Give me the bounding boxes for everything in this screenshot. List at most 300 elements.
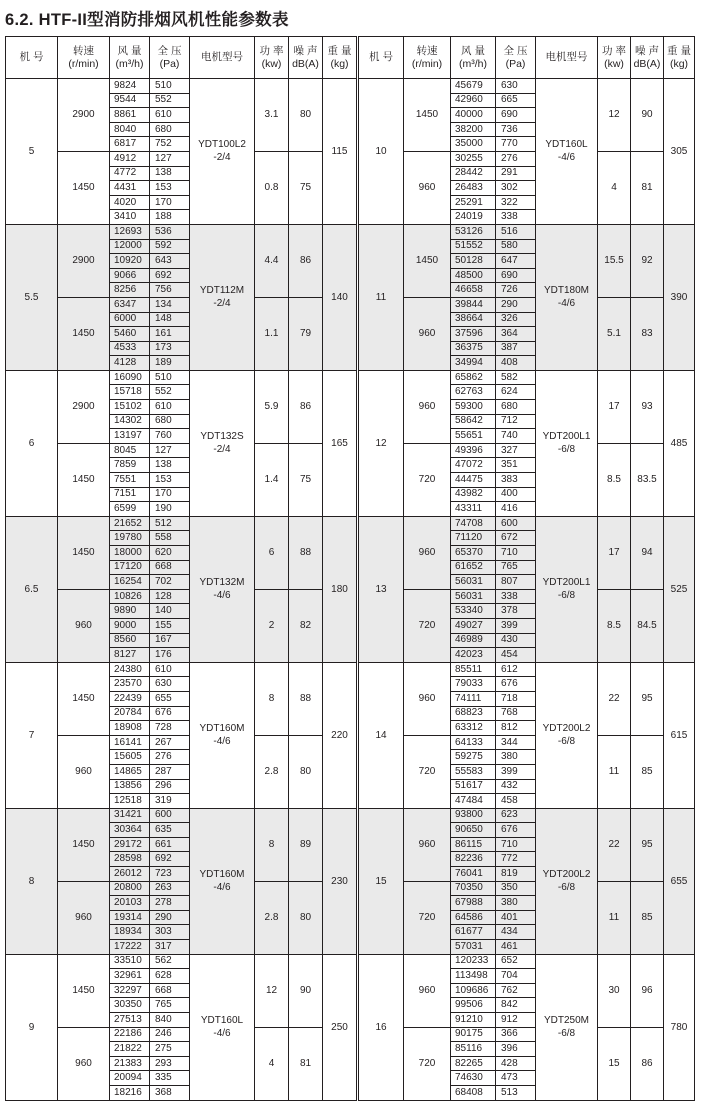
flow-cell: 4912 <box>110 151 150 166</box>
flow-cell: 21652 <box>110 516 150 531</box>
speed-cell: 1450 <box>58 297 110 370</box>
power-cell: 15 <box>598 1027 631 1100</box>
flow-cell: 48500 <box>451 268 496 283</box>
flow-cell: 20800 <box>110 881 150 896</box>
model-number-cell: 14 <box>359 662 404 808</box>
speed-cell: 1450 <box>58 954 110 1027</box>
noise-header: 噪 声 dB(A) <box>289 37 323 79</box>
pressure-cell: 661 <box>150 837 190 852</box>
power-cell: 17 <box>598 516 631 589</box>
speed-cell: 1450 <box>404 224 451 297</box>
power-cell: 22 <box>598 662 631 735</box>
power-cell: 1.4 <box>255 443 289 516</box>
noise-cell: 86 <box>289 370 323 443</box>
flow-cell: 64133 <box>451 735 496 750</box>
pressure-cell: 842 <box>496 998 536 1013</box>
pressure-cell: 278 <box>150 896 190 911</box>
flow-cell: 74630 <box>451 1071 496 1086</box>
table-row <box>359 443 695 458</box>
flow-cell: 9890 <box>110 604 150 619</box>
noise-cell: 85 <box>631 881 664 954</box>
pressure-cell: 510 <box>150 370 190 385</box>
pressure-cell: 428 <box>496 1056 536 1071</box>
flow-cell: 63312 <box>451 721 496 736</box>
model-number-cell: 15 <box>359 808 404 954</box>
pressure-cell: 680 <box>150 122 190 137</box>
flow-cell: 120233 <box>451 954 496 969</box>
flow-cell: 13197 <box>110 429 150 444</box>
pressure-cell: 338 <box>496 210 536 225</box>
motor-model-cell: YDT100L2 -2/4 <box>190 79 255 225</box>
pressure-cell: 756 <box>150 283 190 298</box>
flow-cell: 20103 <box>110 896 150 911</box>
noise-cell: 79 <box>289 297 323 370</box>
pressure-cell: 612 <box>496 662 536 677</box>
flow-cell: 12693 <box>110 224 150 239</box>
flow-cell: 53126 <box>451 224 496 239</box>
pressure-cell: 676 <box>496 823 536 838</box>
flow-cell: 85116 <box>451 1042 496 1057</box>
pressure-cell: 580 <box>496 239 536 254</box>
flow-cell: 59300 <box>451 400 496 415</box>
speed-cell: 960 <box>404 297 451 370</box>
flow-cell: 9000 <box>110 618 150 633</box>
flow-cell: 93800 <box>451 808 496 823</box>
power-cell: 4 <box>255 1027 289 1100</box>
speed-header: 转速 (r/min) <box>58 37 110 79</box>
noise-cell: 85 <box>631 735 664 808</box>
flow-cell: 76041 <box>451 867 496 882</box>
flow-cell: 56031 <box>451 575 496 590</box>
table-row <box>359 224 695 239</box>
power-header: 功 率 (kw) <box>598 37 631 79</box>
table-row <box>6 1027 357 1042</box>
pressure-cell: 302 <box>496 181 536 196</box>
speed-cell: 720 <box>404 589 451 662</box>
flow-header: 风 量 (m³/h) <box>110 37 150 79</box>
flow-cell: 57031 <box>451 940 496 955</box>
weight-cell: 115 <box>323 79 357 225</box>
flow-cell: 59275 <box>451 750 496 765</box>
table-row <box>6 224 357 239</box>
flow-cell: 20094 <box>110 1071 150 1086</box>
pressure-cell: 718 <box>496 691 536 706</box>
table-row <box>6 297 357 312</box>
flow-cell: 46989 <box>451 633 496 648</box>
noise-cell: 86 <box>289 224 323 297</box>
pressure-cell: 624 <box>496 385 536 400</box>
flow-cell: 42023 <box>451 648 496 663</box>
pressure-cell: 434 <box>496 925 536 940</box>
header-row <box>6 37 357 79</box>
noise-cell: 81 <box>289 1027 323 1100</box>
pressure-cell: 134 <box>150 297 190 312</box>
power-cell: 15.5 <box>598 224 631 297</box>
weight-header: 重 量 (kg) <box>323 37 357 79</box>
flow-cell: 24380 <box>110 662 150 677</box>
pressure-cell: 327 <box>496 443 536 458</box>
flow-cell: 4020 <box>110 195 150 210</box>
pressure-cell: 628 <box>150 969 190 984</box>
flow-cell: 25291 <box>451 195 496 210</box>
model-number-cell: 11 <box>359 224 404 370</box>
flow-cell: 65862 <box>451 370 496 385</box>
speed-cell: 2900 <box>58 224 110 297</box>
pressure-cell: 516 <box>496 224 536 239</box>
flow-cell: 53340 <box>451 604 496 619</box>
flow-cell: 32961 <box>110 969 150 984</box>
pressure-cell: 912 <box>496 1013 536 1028</box>
pressure-cell: 189 <box>150 356 190 371</box>
motor-header: 电机型号 <box>536 37 598 79</box>
flow-cell: 42960 <box>451 93 496 108</box>
pressure-cell: 399 <box>496 618 536 633</box>
pressure-cell: 401 <box>496 910 536 925</box>
table-row <box>359 808 695 823</box>
flow-cell: 35000 <box>451 137 496 152</box>
weight-cell: 390 <box>664 224 695 370</box>
pressure-cell: 190 <box>150 502 190 517</box>
speed-cell: 1450 <box>58 808 110 881</box>
weight-cell: 230 <box>323 808 357 954</box>
speed-cell: 720 <box>404 735 451 808</box>
power-cell: 8 <box>255 808 289 881</box>
flow-cell: 43982 <box>451 487 496 502</box>
table-row <box>6 735 357 750</box>
table-row <box>6 370 357 385</box>
noise-header: 噪 声 dB(A) <box>631 37 664 79</box>
flow-cell: 61677 <box>451 925 496 940</box>
pressure-cell: 317 <box>150 940 190 955</box>
pressure-header: 全 压 (Pa) <box>496 37 536 79</box>
flow-cell: 28442 <box>451 166 496 181</box>
flow-cell: 8256 <box>110 283 150 298</box>
flow-cell: 36375 <box>451 341 496 356</box>
power-cell: 2.8 <box>255 735 289 808</box>
power-cell: 4 <box>598 151 631 224</box>
model-number-cell: 12 <box>359 370 404 516</box>
pressure-cell: 127 <box>150 151 190 166</box>
flow-cell: 91210 <box>451 1013 496 1028</box>
model-number-cell: 6.5 <box>6 516 58 662</box>
pressure-cell: 668 <box>150 983 190 998</box>
flow-cell: 49027 <box>451 618 496 633</box>
power-cell: 6 <box>255 516 289 589</box>
noise-cell: 88 <box>289 516 323 589</box>
flow-cell: 32297 <box>110 983 150 998</box>
pressure-cell: 276 <box>496 151 536 166</box>
motor-model-cell: YDT160M -4/6 <box>190 662 255 808</box>
flow-cell: 39844 <box>451 297 496 312</box>
pressure-cell: 728 <box>150 721 190 736</box>
pressure-cell: 680 <box>150 414 190 429</box>
flow-cell: 18216 <box>110 1085 150 1100</box>
speed-cell: 1450 <box>58 516 110 589</box>
weight-cell: 140 <box>323 224 357 370</box>
pressure-cell: 140 <box>150 604 190 619</box>
flow-cell: 74111 <box>451 691 496 706</box>
flow-cell: 8040 <box>110 122 150 137</box>
noise-cell: 84.5 <box>631 589 664 662</box>
flow-cell: 20784 <box>110 706 150 721</box>
pressure-cell: 635 <box>150 823 190 838</box>
table-row <box>6 79 357 94</box>
pressure-cell: 512 <box>150 516 190 531</box>
power-cell: 3.1 <box>255 79 289 152</box>
pressure-cell: 148 <box>150 312 190 327</box>
power-cell: 5.9 <box>255 370 289 443</box>
flow-cell: 7151 <box>110 487 150 502</box>
pressure-cell: 400 <box>496 487 536 502</box>
flow-cell: 16090 <box>110 370 150 385</box>
power-cell: 22 <box>598 808 631 881</box>
motor-model-cell: YDT132M -4/6 <box>190 516 255 662</box>
noise-cell: 86 <box>631 1027 664 1100</box>
table-row <box>6 516 357 531</box>
weight-cell: 250 <box>323 954 357 1100</box>
flow-cell: 8861 <box>110 108 150 123</box>
power-cell: 12 <box>255 954 289 1027</box>
weight-cell: 780 <box>664 954 695 1100</box>
flow-cell: 9544 <box>110 93 150 108</box>
noise-cell: 95 <box>631 808 664 881</box>
left-performance-table <box>5 36 357 1101</box>
motor-header: 电机型号 <box>190 37 255 79</box>
flow-cell: 12518 <box>110 794 150 809</box>
noise-cell: 81 <box>631 151 664 224</box>
flow-cell: 15718 <box>110 385 150 400</box>
pressure-cell: 536 <box>150 224 190 239</box>
flow-cell: 67988 <box>451 896 496 911</box>
pressure-cell: 161 <box>150 327 190 342</box>
pressure-cell: 368 <box>150 1085 190 1100</box>
power-cell: 5.1 <box>598 297 631 370</box>
pressure-cell: 655 <box>150 691 190 706</box>
speed-cell: 960 <box>58 589 110 662</box>
flow-cell: 51552 <box>451 239 496 254</box>
noise-cell: 80 <box>289 735 323 808</box>
motor-model-cell: YDT200L2 -6/8 <box>536 808 598 954</box>
flow-cell: 17120 <box>110 560 150 575</box>
noise-cell: 83.5 <box>631 443 664 516</box>
pressure-cell: 350 <box>496 881 536 896</box>
speed-cell: 960 <box>58 735 110 808</box>
pressure-cell: 188 <box>150 210 190 225</box>
pressure-cell: 704 <box>496 969 536 984</box>
noise-cell: 93 <box>631 370 664 443</box>
flow-cell: 10826 <box>110 589 150 604</box>
noise-cell: 94 <box>631 516 664 589</box>
flow-cell: 55651 <box>451 429 496 444</box>
flow-cell: 90175 <box>451 1027 496 1042</box>
pressure-cell: 275 <box>150 1042 190 1057</box>
flow-cell: 26483 <box>451 181 496 196</box>
flow-cell: 85511 <box>451 662 496 677</box>
flow-cell: 99506 <box>451 998 496 1013</box>
pressure-cell: 558 <box>150 531 190 546</box>
model-number-cell: 5 <box>6 79 58 225</box>
noise-cell: 80 <box>289 881 323 954</box>
pressure-cell: 364 <box>496 327 536 342</box>
noise-cell: 92 <box>631 224 664 297</box>
noise-cell: 88 <box>289 662 323 735</box>
flow-cell: 8560 <box>110 633 150 648</box>
pressure-cell: 303 <box>150 925 190 940</box>
power-cell: 12 <box>598 79 631 152</box>
noise-cell: 95 <box>631 662 664 735</box>
speed-cell: 960 <box>58 1027 110 1100</box>
pressure-cell: 383 <box>496 473 536 488</box>
flow-cell: 23570 <box>110 677 150 692</box>
weight-cell: 180 <box>323 516 357 662</box>
model-number-cell: 9 <box>6 954 58 1100</box>
pressure-cell: 630 <box>496 79 536 94</box>
power-cell: 8.5 <box>598 589 631 662</box>
flow-cell: 19780 <box>110 531 150 546</box>
flow-cell: 45679 <box>451 79 496 94</box>
model-number-cell: 5.5 <box>6 224 58 370</box>
pressure-cell: 723 <box>150 867 190 882</box>
flow-cell: 29172 <box>110 837 150 852</box>
motor-model-cell: YDT180M -4/6 <box>536 224 598 370</box>
table-row <box>6 443 357 458</box>
table-row <box>359 297 695 312</box>
flow-cell: 24019 <box>451 210 496 225</box>
motor-model-cell: YDT200L1 -6/8 <box>536 370 598 516</box>
flow-cell: 30350 <box>110 998 150 1013</box>
pressure-cell: 380 <box>496 750 536 765</box>
speed-cell: 960 <box>404 808 451 881</box>
flow-cell: 113498 <box>451 969 496 984</box>
pressure-cell: 610 <box>150 662 190 677</box>
pressure-cell: 287 <box>150 764 190 779</box>
pressure-cell: 736 <box>496 122 536 137</box>
model-header: 机 号 <box>6 37 58 79</box>
pressure-cell: 665 <box>496 93 536 108</box>
flow-cell: 6599 <box>110 502 150 517</box>
speed-cell: 1450 <box>58 662 110 735</box>
pressure-cell: 765 <box>150 998 190 1013</box>
pressure-cell: 319 <box>150 794 190 809</box>
power-cell: 30 <box>598 954 631 1027</box>
flow-cell: 17222 <box>110 940 150 955</box>
weight-cell: 305 <box>664 79 695 225</box>
speed-cell: 720 <box>404 1027 451 1100</box>
noise-cell: 83 <box>631 297 664 370</box>
pressure-cell: 630 <box>150 677 190 692</box>
motor-model-cell: YDT160L -4/6 <box>190 954 255 1100</box>
pressure-cell: 740 <box>496 429 536 444</box>
pressure-cell: 680 <box>496 400 536 415</box>
table-row <box>359 735 695 750</box>
flow-cell: 64586 <box>451 910 496 925</box>
left-table <box>5 36 357 1101</box>
flow-cell: 14302 <box>110 414 150 429</box>
flow-cell: 4431 <box>110 181 150 196</box>
motor-model-cell: YDT200L2 -6/8 <box>536 662 598 808</box>
pressure-cell: 726 <box>496 283 536 298</box>
right-table <box>358 36 695 1101</box>
pressure-cell: 276 <box>150 750 190 765</box>
flow-cell: 82265 <box>451 1056 496 1071</box>
pressure-cell: 432 <box>496 779 536 794</box>
header-row <box>359 37 695 79</box>
pressure-cell: 676 <box>150 706 190 721</box>
page-title: 6.2. HTF-II型消防排烟风机性能参数表 <box>5 11 289 29</box>
weight-header: 重 量 (kg) <box>664 37 695 79</box>
pressure-cell: 610 <box>150 108 190 123</box>
flow-cell: 19314 <box>110 910 150 925</box>
flow-cell: 65370 <box>451 546 496 561</box>
speed-cell: 2900 <box>58 79 110 152</box>
speed-cell: 960 <box>404 954 451 1027</box>
pressure-cell: 378 <box>496 604 536 619</box>
pressure-cell: 291 <box>496 166 536 181</box>
table-row <box>6 662 357 677</box>
flow-cell: 86115 <box>451 837 496 852</box>
flow-cell: 15102 <box>110 400 150 415</box>
flow-cell: 18934 <box>110 925 150 940</box>
noise-cell: 89 <box>289 808 323 881</box>
pressure-cell: 592 <box>150 239 190 254</box>
table-row <box>359 151 695 166</box>
pressure-cell: 153 <box>150 181 190 196</box>
flow-cell: 56031 <box>451 589 496 604</box>
power-header: 功 率 (kw) <box>255 37 289 79</box>
pressure-cell: 643 <box>150 254 190 269</box>
weight-cell: 615 <box>664 662 695 808</box>
flow-cell: 22439 <box>110 691 150 706</box>
flow-cell: 9824 <box>110 79 150 94</box>
flow-cell: 6347 <box>110 297 150 312</box>
flow-cell: 5460 <box>110 327 150 342</box>
pressure-cell: 173 <box>150 341 190 356</box>
pressure-cell: 760 <box>150 429 190 444</box>
flow-cell: 30364 <box>110 823 150 838</box>
weight-cell: 655 <box>664 808 695 954</box>
noise-cell: 75 <box>289 443 323 516</box>
flow-cell: 21383 <box>110 1056 150 1071</box>
pressure-cell: 176 <box>150 648 190 663</box>
flow-cell: 43311 <box>451 502 496 517</box>
power-cell: 11 <box>598 735 631 808</box>
table-row <box>6 151 357 166</box>
speed-cell: 960 <box>404 662 451 735</box>
model-number-cell: 6 <box>6 370 58 516</box>
flow-cell: 40000 <box>451 108 496 123</box>
speed-cell: 960 <box>404 370 451 443</box>
pressure-cell: 819 <box>496 867 536 882</box>
pressure-cell: 765 <box>496 560 536 575</box>
pressure-cell: 326 <box>496 312 536 327</box>
pressure-cell: 293 <box>150 1056 190 1071</box>
pressure-cell: 153 <box>150 473 190 488</box>
noise-cell: 82 <box>289 589 323 662</box>
pressure-cell: 620 <box>150 546 190 561</box>
motor-model-cell: YDT112M -2/4 <box>190 224 255 370</box>
flow-cell: 6000 <box>110 312 150 327</box>
flow-cell: 44475 <box>451 473 496 488</box>
power-cell: 0.8 <box>255 151 289 224</box>
flow-cell: 28598 <box>110 852 150 867</box>
flow-cell: 4128 <box>110 356 150 371</box>
flow-cell: 12000 <box>110 239 150 254</box>
flow-cell: 26012 <box>110 867 150 882</box>
pressure-cell: 552 <box>150 385 190 400</box>
pressure-cell: 128 <box>150 589 190 604</box>
pressure-cell: 155 <box>150 618 190 633</box>
flow-cell: 46658 <box>451 283 496 298</box>
